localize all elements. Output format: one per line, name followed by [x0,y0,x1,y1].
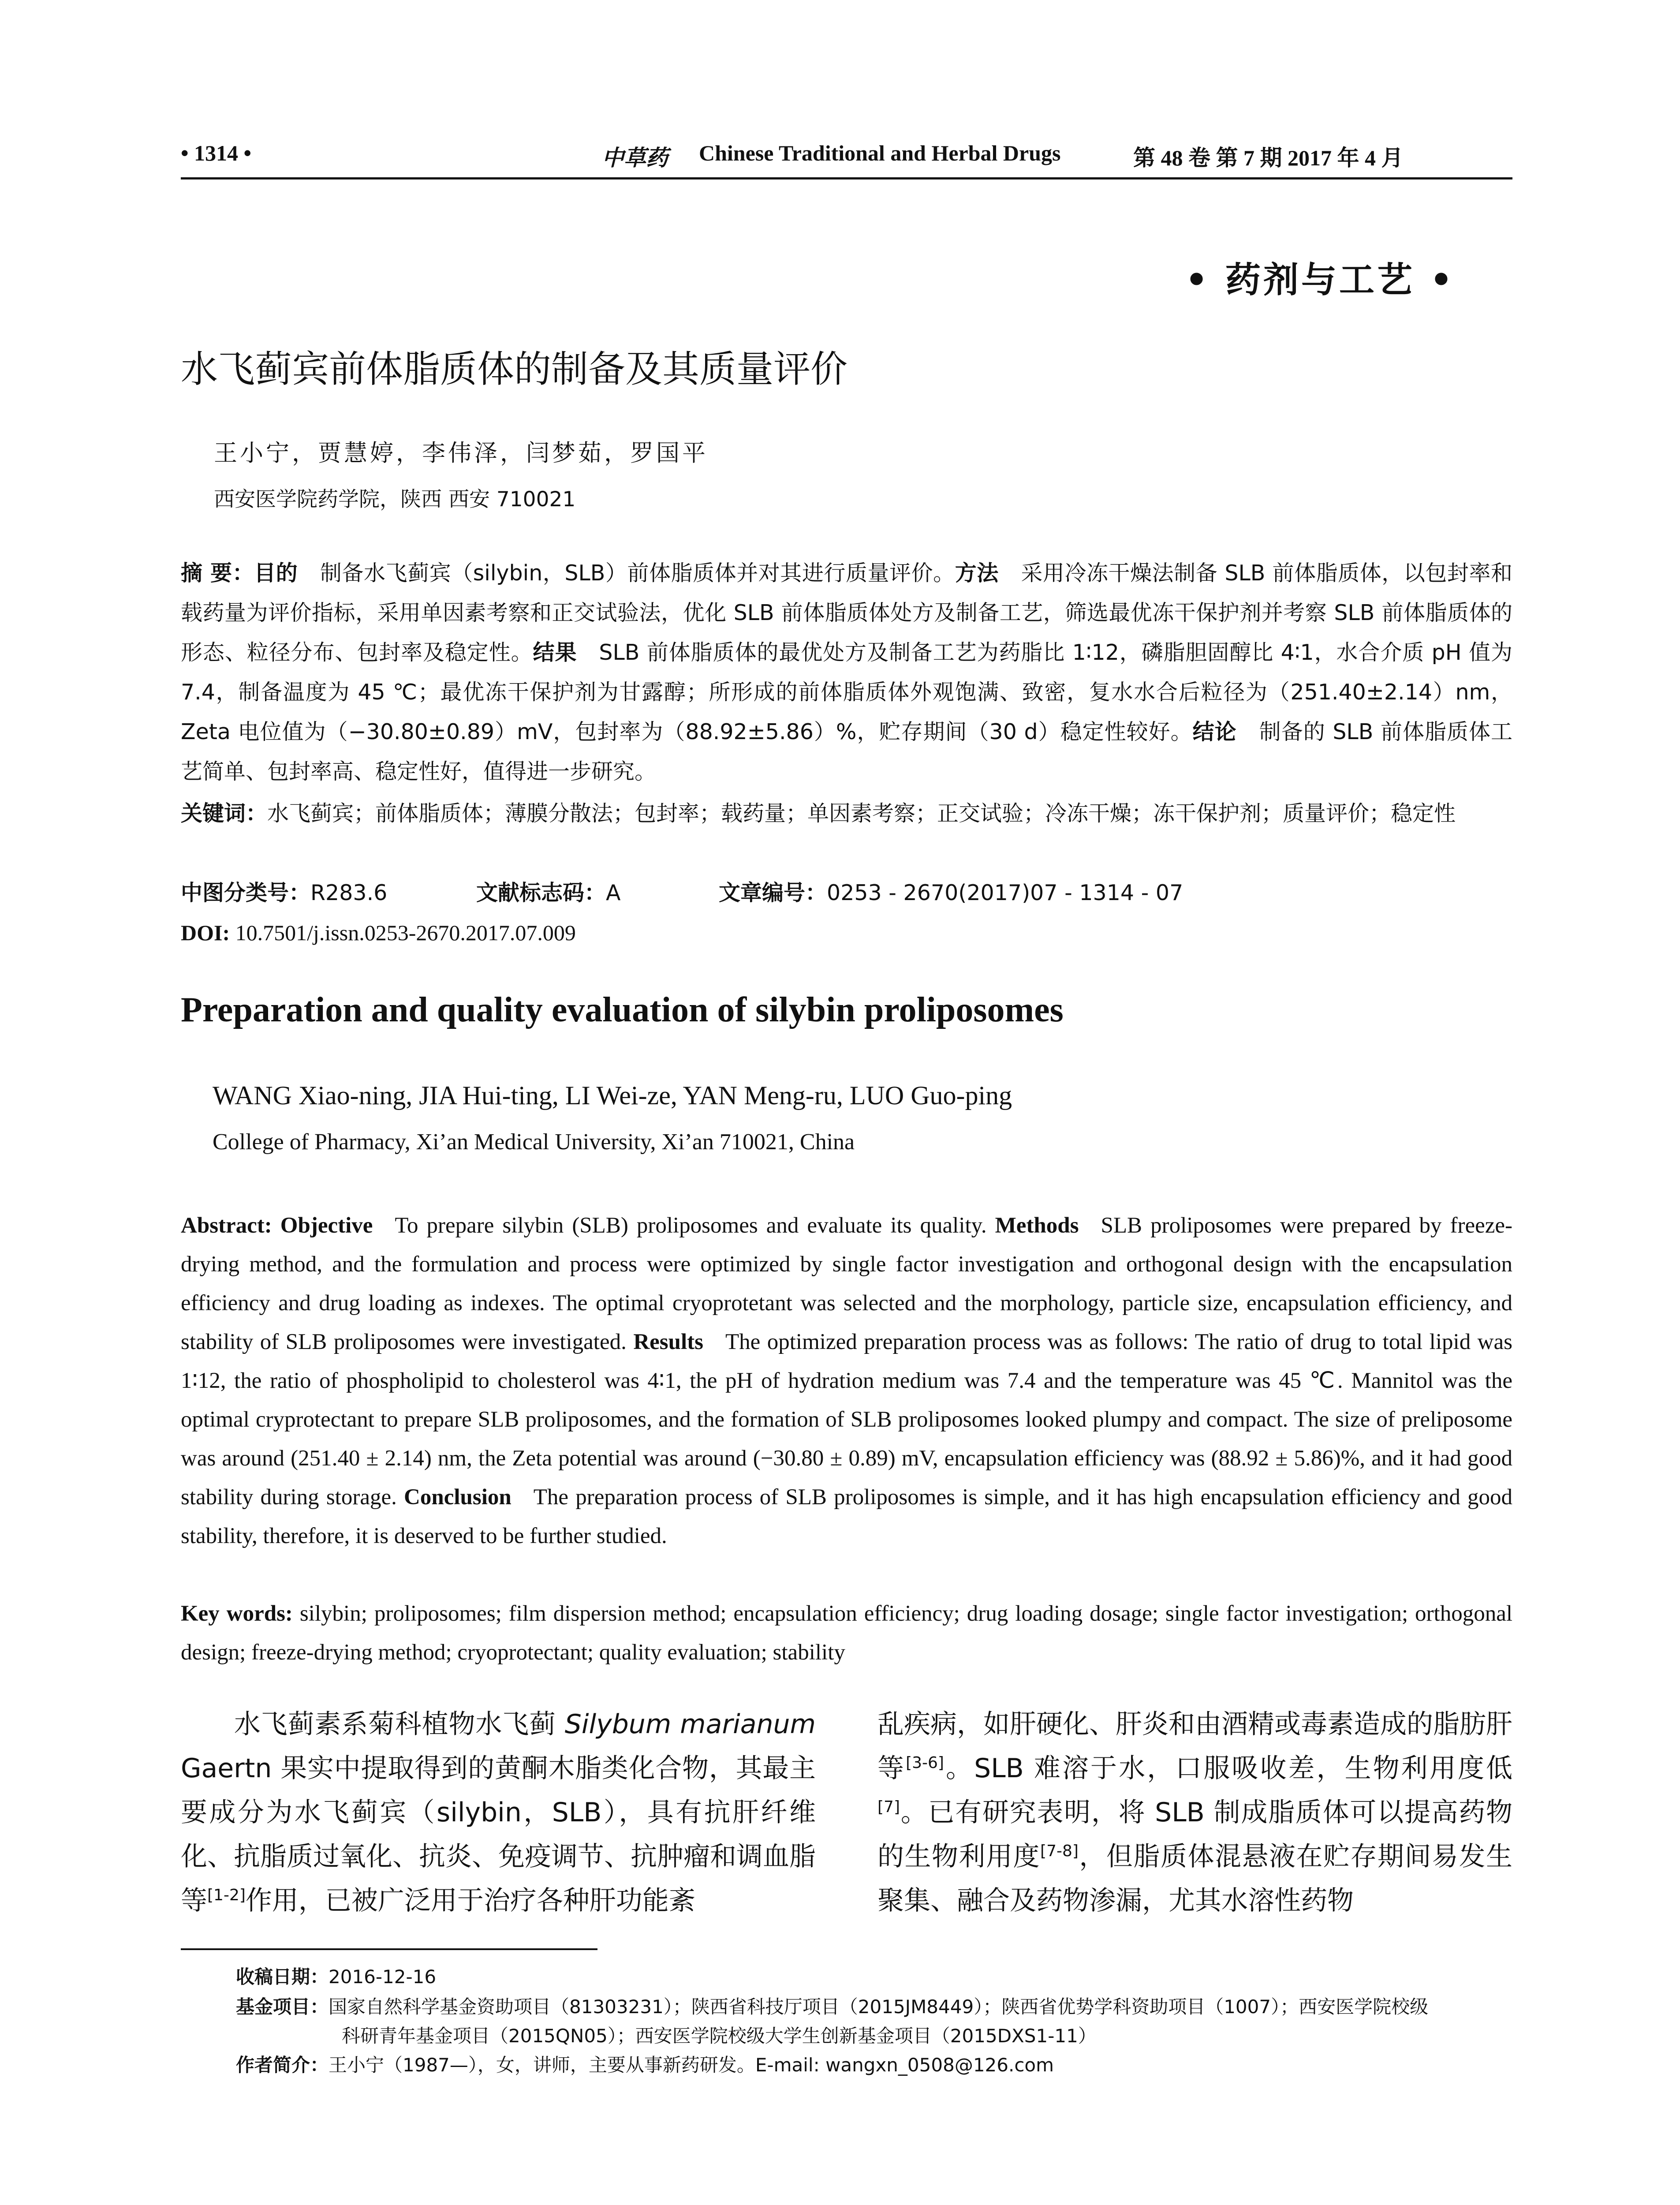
document-code: 文献标志码：A [476,880,621,905]
footnote-author: 作者简介：王小宁（1987—），女，讲师，主要从事新药研发。E-mail: wangxn_0508@126.com [236,2054,1054,2076]
en-conclusion-label: Conclusion [404,1485,511,1510]
en-objective-text: To prepare silybin (SLB) proliposomes and evaluate its quality. [395,1213,987,1238]
keywords-label: 关键词： [181,801,268,826]
methods-text: 采用冷冻干燥法制备 SLB 前体脂质体，以包封率和载药量为评价指标，采用单因素考察和正交试验法，优化 SLB 前体脂质体处方及制备工艺，筛选最优冻干保护剂并考察 SLB 前体脂质体的形态、粒径分布、包封率及稳定性。 [181,561,1513,665]
english-affiliation: College of Pharmacy, Xi’an Medical University, Xi’an 710021, China [213,1129,855,1155]
english-title: Preparation and quality evaluation of silybin proliposomes [181,990,1064,1029]
species-name: Silybum marianum [564,1709,816,1740]
objective-label: 目的 [254,561,298,586]
keywords-text: 水飞蓟宾；前体脂质体；薄膜分散法；包封率；载药量；单因素考察；正交试验；冷冻干燥；冻干保护剂；质量评价；稳定性 [267,801,1456,826]
footnote-fund: 基金项目：国家自然科学基金资助项目（81303231）；陕西省科技厅项目（2015JM8449）；陕西省优势学科资助项目（1007）；西安医学院校级 科研青年基金项目（2015QN05）；西安医学院校级大学生创新基金项目（2015DXS1-11） [236,1996,1429,2047]
running-head [181,140,1512,176]
footnote-received: 收稿日期：2016-12-16 [236,1966,437,1988]
chinese-affiliation: 西安医学院药学院，陕西 西安 710021 [214,487,576,512]
objective-text: 制备水飞蓟宾（silybin，SLB）前体脂质体并对其进行质量评价。 [320,561,955,586]
results-label: 结果 [533,640,577,665]
journal-name-cn: 中草药 [602,146,668,170]
en-methods-label: Methods [995,1213,1079,1238]
section-label: • 药剂与工艺 • [1185,259,1455,300]
chinese-authors: 王小宁，贾慧婷，李伟泽，闫梦茹，罗国平 [214,440,708,467]
chinese-abstract [181,553,1512,792]
en-abstract-label: Abstract: Objective [181,1213,373,1238]
footnote-rule [181,1948,597,1950]
results-text: SLB 前体脂质体的最优处方及制备工艺为药脂比 1∶12，磷脂胆固醇比 4∶1，水合介质 pH 值为 7.4，制备温度为 45 ℃；最优冻干保护剂为甘露醇；所形成的前体脂质体外观饱满、致密，复水水合后粒径为（251.40±2.14）nm，Zeta 电位值为（−30.80±0.89）mV，包封率为（88.92±5.86）%，贮存期间（30 d）稳定性较好。 [181,640,1512,744]
chinese-title: 水飞蓟宾前体脂质体的制备及其质量评价 [181,348,848,391]
citation-ref[interactable]: [3-6] [906,1754,944,1772]
article-number: 文章编号：0253 - 2670(2017)07 - 1314 - 07 [719,880,1183,905]
en-keywords-label: Key words: [181,1601,293,1626]
conclusion-label: 结论 [1192,719,1237,744]
conclusion-text: 制备的 SLB 前体脂质体工艺简单、包封率高、稳定性好，值得进一步研究。 [181,719,1512,784]
doi-link[interactable]: 10.7501/j.issn.0253-2670.2017.07.009 [235,920,576,945]
english-authors: WANG Xiao-ning, JIA Hui-ting, LI Wei-ze, YAN Meng-ru, LUO Guo-ping [213,1081,1012,1110]
classification-line [181,873,1512,913]
en-results-text: The optimized preparation process was as follows: The ratio of drug to total lipid was 1∶12, the ratio of phospholipid to cholesterol was 4∶1, the pH of hydration medium was 7.4 and the temperature was 45 ℃. Mannitol was the optimal cryprotectant to prepare SLB proliposomes, and the formation of SLB proliposomes looked plumpy and compact. The size of preliposome was around (251.40 ± 2.14) nm, the Zeta potential was around (−30.80 ± 0.89) mV, encapsulation efficiency was (88.92 ± 5.86)%, and it had good stability during storage. [181,1330,1512,1510]
doi-line [181,913,1512,953]
en-methods-text: SLB proliposomes were prepared by freeze-drying method, and the formulation and process were optimized by single factor investigation and orthogonal design with the encapsulation efficiency and drug loading as indexes. The optimal cryoprotetant was selected and the morphology, particle size, encapsulation efficiency, and stability of SLB proliposomes were investigated. [181,1213,1513,1354]
journal-name-en: Chinese Traditional and Herbal Drugs [699,141,1061,165]
english-keywords [181,1594,1512,1672]
doi-label: DOI: [181,920,230,945]
en-conclusion-text: The preparation process of SLB proliposomes is simple, and it has high encapsulation efficiency and good stability, therefore, it is deserved to be further studied. [181,1485,1512,1548]
body-column-right: 乱疾病，如肝硬化、肝炎和由酒精或毒素造成的脂肪肝等[3-6]。SLB 难溶于水，口服吸收差，生物利用度低[7]。已有研究表明，将 SLB 制成脂质体可以提高药物的生物利用度[7-8]，但脂质体混悬液在贮存期间易发生聚集、融合及药物渗漏，尤其水溶性药物 [877,1709,1513,1916]
citation-ref[interactable]: [7] [877,1798,900,1816]
volume-issue: 第 48 卷 第 7 期 2017 年 4 月 [1133,146,1404,170]
methods-label: 方法 [955,561,999,586]
english-abstract [181,1206,1512,1555]
abstract-label: 摘 要： [181,561,254,586]
chinese-keywords [181,794,1512,833]
header-rule [181,177,1512,179]
en-keywords-text: silybin; proliposomes; film dispersion method; encapsulation efficiency; drug loading dosage; single factor investigation; orthogonal design; freeze-drying method; cryoprotectant; quality evaluation; stability [181,1601,1513,1665]
body-column-left: 水飞蓟素系菊科植物水飞蓟 Silybum marianum Gaertn 果实中提取得到的黄酮木脂类化合物，其最主要成分为水飞蓟宾（silybin，SLB），具有抗肝纤维化、抗脂质过氧化、抗炎、免疫调节、抗肿瘤和调血脂等[1-2]作用，已被广泛用于治疗各种肝功能紊 [181,1709,816,1916]
citation-ref[interactable]: [7-8] [1040,1842,1079,1860]
page-number: • 1314 • [181,141,252,165]
clc-code: 中图分类号：R283.6 [181,880,388,905]
en-results-label: Results [633,1330,703,1354]
citation-ref[interactable]: [1-2] [207,1886,246,1904]
